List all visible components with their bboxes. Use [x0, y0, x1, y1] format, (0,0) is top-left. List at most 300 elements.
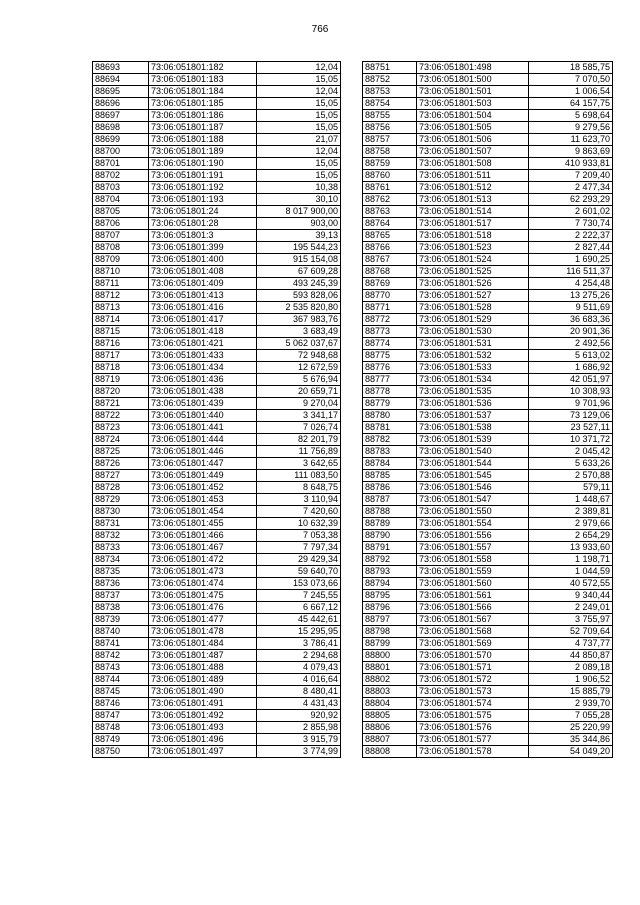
row-number-cell: 88807 [363, 734, 417, 746]
area-value-cell: 4 016,64 [257, 674, 341, 686]
row-number-cell: 88771 [363, 302, 417, 314]
cadastral-number-cell: 73:06:051801:535 [417, 386, 529, 398]
area-value-cell: 15,05 [257, 98, 341, 110]
row-number-cell: 88743 [93, 662, 149, 674]
area-value-cell: 5 613,02 [529, 350, 613, 362]
table-row [363, 242, 613, 254]
cadastral-number-cell: 73:06:051801:501 [417, 86, 529, 98]
cadastral-number-cell: 73:06:051801:568 [417, 626, 529, 638]
area-value-cell: 5 062 037,67 [257, 338, 341, 350]
table-row [93, 542, 341, 554]
row-number-cell: 88722 [93, 410, 149, 422]
area-value-cell: 12,04 [257, 62, 341, 74]
cadastral-number-cell: 73:06:051801:447 [149, 458, 257, 470]
registry-table-right [362, 61, 613, 758]
area-value-cell: 2 654,29 [529, 530, 613, 542]
cadastral-number-cell: 73:06:051801:433 [149, 350, 257, 362]
table-row [363, 710, 613, 722]
table-row [93, 242, 341, 254]
area-value-cell: 116 511,37 [529, 266, 613, 278]
row-number-cell: 88730 [93, 506, 149, 518]
area-value-cell: 21,07 [257, 134, 341, 146]
cadastral-number-cell: 73:06:051801:417 [149, 314, 257, 326]
table-row [363, 182, 613, 194]
table-row [363, 494, 613, 506]
table-row [93, 686, 341, 698]
area-value-cell: 13 275,26 [529, 290, 613, 302]
area-value-cell: 2 492,56 [529, 338, 613, 350]
table-row [363, 590, 613, 602]
area-value-cell: 67 609,28 [257, 266, 341, 278]
cadastral-number-cell: 73:06:051801:182 [149, 62, 257, 74]
area-value-cell: 1 006,54 [529, 86, 613, 98]
registry-table-right-body [363, 62, 613, 758]
row-number-cell: 88761 [363, 182, 417, 194]
cadastral-number-cell: 73:06:051801:531 [417, 338, 529, 350]
row-number-cell: 88777 [363, 374, 417, 386]
area-value-cell: 2 045,42 [529, 446, 613, 458]
table-row [363, 374, 613, 386]
cadastral-number-cell: 73:06:051801:490 [149, 686, 257, 698]
area-value-cell: 10 371,72 [529, 434, 613, 446]
area-value-cell: 6 667,12 [257, 602, 341, 614]
table-row [93, 626, 341, 638]
cadastral-number-cell: 73:06:051801:189 [149, 146, 257, 158]
row-number-cell: 88728 [93, 482, 149, 494]
row-number-cell: 88724 [93, 434, 149, 446]
row-number-cell: 88804 [363, 698, 417, 710]
cadastral-number-cell: 73:06:051801:184 [149, 86, 257, 98]
cadastral-number-cell: 73:06:051801:400 [149, 254, 257, 266]
cadastral-number-cell: 73:06:051801:513 [417, 194, 529, 206]
table-row [93, 62, 341, 74]
area-value-cell: 64 157,75 [529, 98, 613, 110]
table-row [93, 722, 341, 734]
cadastral-number-cell: 73:06:051801:24 [149, 206, 257, 218]
table-row [363, 170, 613, 182]
row-number-cell: 88695 [93, 86, 149, 98]
cadastral-number-cell: 73:06:051801:183 [149, 74, 257, 86]
row-number-cell: 88708 [93, 242, 149, 254]
cadastral-number-cell: 73:06:051801:191 [149, 170, 257, 182]
table-row [363, 326, 613, 338]
table-row [363, 134, 613, 146]
table-row [363, 698, 613, 710]
registry-table-left-body [93, 62, 341, 758]
row-number-cell: 88805 [363, 710, 417, 722]
cadastral-number-cell: 73:06:051801:449 [149, 470, 257, 482]
row-number-cell: 88780 [363, 410, 417, 422]
area-value-cell: 12,04 [257, 146, 341, 158]
cadastral-number-cell: 73:06:051801:544 [417, 458, 529, 470]
table-row [93, 458, 341, 470]
area-value-cell: 20 659,71 [257, 386, 341, 398]
area-value-cell: 920,92 [257, 710, 341, 722]
row-number-cell: 88778 [363, 386, 417, 398]
cadastral-number-cell: 73:06:051801:488 [149, 662, 257, 674]
cadastral-number-cell: 73:06:051801:193 [149, 194, 257, 206]
cadastral-number-cell: 73:06:051801:550 [417, 506, 529, 518]
cadastral-number-cell: 73:06:051801:497 [149, 746, 257, 758]
table-row [363, 254, 613, 266]
table-row [363, 74, 613, 86]
area-value-cell: 593 828,06 [257, 290, 341, 302]
table-row [93, 602, 341, 614]
area-value-cell: 52 709,64 [529, 626, 613, 638]
table-row [363, 530, 613, 542]
cadastral-number-cell: 73:06:051801:498 [417, 62, 529, 74]
table-row [363, 386, 613, 398]
table-row [93, 446, 341, 458]
area-value-cell: 7 053,38 [257, 530, 341, 542]
area-value-cell: 2 979,66 [529, 518, 613, 530]
cadastral-number-cell: 73:06:051801:441 [149, 422, 257, 434]
row-number-cell: 88798 [363, 626, 417, 638]
area-value-cell: 15,05 [257, 122, 341, 134]
table-row [363, 314, 613, 326]
table-row [93, 734, 341, 746]
row-number-cell: 88746 [93, 698, 149, 710]
cadastral-number-cell: 73:06:051801:557 [417, 542, 529, 554]
area-value-cell: 9 863,69 [529, 146, 613, 158]
row-number-cell: 88707 [93, 230, 149, 242]
cadastral-number-cell: 73:06:051801:186 [149, 110, 257, 122]
area-value-cell: 10 308,93 [529, 386, 613, 398]
cadastral-number-cell: 73:06:051801:444 [149, 434, 257, 446]
area-value-cell: 5 633,26 [529, 458, 613, 470]
cadastral-number-cell: 73:06:051801:188 [149, 134, 257, 146]
row-number-cell: 88742 [93, 650, 149, 662]
cadastral-number-cell: 73:06:051801:530 [417, 326, 529, 338]
cadastral-number-cell: 73:06:051801:573 [417, 686, 529, 698]
area-value-cell: 8 480,41 [257, 686, 341, 698]
area-value-cell: 12 672,59 [257, 362, 341, 374]
table-row [363, 566, 613, 578]
area-value-cell: 4 254,48 [529, 278, 613, 290]
area-value-cell: 15 885,79 [529, 686, 613, 698]
area-value-cell: 4 737,77 [529, 638, 613, 650]
table-row [93, 482, 341, 494]
row-number-cell: 88760 [363, 170, 417, 182]
row-number-cell: 88739 [93, 614, 149, 626]
cadastral-number-cell: 73:06:051801:511 [417, 170, 529, 182]
area-value-cell: 5 676,94 [257, 374, 341, 386]
area-value-cell: 72 948,68 [257, 350, 341, 362]
area-value-cell: 1 906,52 [529, 674, 613, 686]
cadastral-number-cell: 73:06:051801:561 [417, 590, 529, 602]
table-row [363, 482, 613, 494]
row-number-cell: 88755 [363, 110, 417, 122]
cadastral-number-cell: 73:06:051801:517 [417, 218, 529, 230]
area-value-cell: 2 222,37 [529, 230, 613, 242]
table-row [363, 218, 613, 230]
table-row [93, 566, 341, 578]
area-value-cell: 3 642,65 [257, 458, 341, 470]
row-number-cell: 88794 [363, 578, 417, 590]
table-row [93, 470, 341, 482]
page-number: 766 [311, 24, 329, 35]
cadastral-number-cell: 73:06:051801:512 [417, 182, 529, 194]
row-number-cell: 88787 [363, 494, 417, 506]
table-row [93, 122, 341, 134]
row-number-cell: 88799 [363, 638, 417, 650]
area-value-cell: 7 209,40 [529, 170, 613, 182]
area-value-cell: 7 420,60 [257, 506, 341, 518]
area-value-cell: 3 774,99 [257, 746, 341, 758]
table-row [93, 650, 341, 662]
row-number-cell: 88737 [93, 590, 149, 602]
row-number-cell: 88796 [363, 602, 417, 614]
cadastral-number-cell: 73:06:051801:523 [417, 242, 529, 254]
area-value-cell: 903,00 [257, 218, 341, 230]
table-row [93, 710, 341, 722]
row-number-cell: 88712 [93, 290, 149, 302]
table-row [363, 110, 613, 122]
table-row [363, 722, 613, 734]
area-value-cell: 15,05 [257, 110, 341, 122]
cadastral-number-cell: 73:06:051801:539 [417, 434, 529, 446]
cadastral-number-cell: 73:06:051801:575 [417, 710, 529, 722]
table-row [93, 590, 341, 602]
row-number-cell: 88723 [93, 422, 149, 434]
row-number-cell: 88752 [363, 74, 417, 86]
row-number-cell: 88711 [93, 278, 149, 290]
cadastral-number-cell: 73:06:051801:489 [149, 674, 257, 686]
area-value-cell: 2 570,88 [529, 470, 613, 482]
table-row [93, 578, 341, 590]
cadastral-number-cell: 73:06:051801:545 [417, 470, 529, 482]
cadastral-number-cell: 73:06:051801:533 [417, 362, 529, 374]
cadastral-number-cell: 73:06:051801:484 [149, 638, 257, 650]
table-row [93, 206, 341, 218]
cadastral-number-cell: 73:06:051801:408 [149, 266, 257, 278]
area-value-cell: 9 701,96 [529, 398, 613, 410]
row-number-cell: 88738 [93, 602, 149, 614]
cadastral-number-cell: 73:06:051801:500 [417, 74, 529, 86]
area-value-cell: 579,11 [529, 482, 613, 494]
cadastral-number-cell: 73:06:051801:190 [149, 158, 257, 170]
cadastral-number-cell: 73:06:051801:514 [417, 206, 529, 218]
table-row [93, 674, 341, 686]
cadastral-number-cell: 73:06:051801:508 [417, 158, 529, 170]
cadastral-number-cell: 73:06:051801:537 [417, 410, 529, 422]
registry-table-left [92, 61, 341, 758]
row-number-cell: 88762 [363, 194, 417, 206]
area-value-cell: 23 527,11 [529, 422, 613, 434]
cadastral-number-cell: 73:06:051801:409 [149, 278, 257, 290]
row-number-cell: 88727 [93, 470, 149, 482]
table-row [363, 194, 613, 206]
area-value-cell: 7 026,74 [257, 422, 341, 434]
area-value-cell: 2 294,68 [257, 650, 341, 662]
row-number-cell: 88803 [363, 686, 417, 698]
table-row [93, 278, 341, 290]
table-row [363, 674, 613, 686]
cadastral-number-cell: 73:06:051801:455 [149, 518, 257, 530]
cadastral-number-cell: 73:06:051801:570 [417, 650, 529, 662]
table-row [363, 686, 613, 698]
area-value-cell: 13 933,60 [529, 542, 613, 554]
row-number-cell: 88808 [363, 746, 417, 758]
area-value-cell: 62 293,29 [529, 194, 613, 206]
row-number-cell: 88763 [363, 206, 417, 218]
cadastral-number-cell: 73:06:051801:475 [149, 590, 257, 602]
row-number-cell: 88751 [363, 62, 417, 74]
area-value-cell: 39,13 [257, 230, 341, 242]
cadastral-number-cell: 73:06:051801:436 [149, 374, 257, 386]
area-value-cell: 5 698,64 [529, 110, 613, 122]
row-number-cell: 88770 [363, 290, 417, 302]
table-row [363, 614, 613, 626]
area-value-cell: 42 051,97 [529, 374, 613, 386]
cadastral-number-cell: 73:06:051801:476 [149, 602, 257, 614]
row-number-cell: 88733 [93, 542, 149, 554]
cadastral-number-cell: 73:06:051801:560 [417, 578, 529, 590]
table-row [93, 134, 341, 146]
cadastral-number-cell: 73:06:051801:528 [417, 302, 529, 314]
row-number-cell: 88706 [93, 218, 149, 230]
table-row [363, 446, 613, 458]
cadastral-number-cell: 73:06:051801:473 [149, 566, 257, 578]
table-row [363, 650, 613, 662]
area-value-cell: 2 477,34 [529, 182, 613, 194]
row-number-cell: 88719 [93, 374, 149, 386]
area-value-cell: 36 683,36 [529, 314, 613, 326]
area-value-cell: 20 901,36 [529, 326, 613, 338]
table-row [363, 302, 613, 314]
row-number-cell: 88703 [93, 182, 149, 194]
area-value-cell: 2 855,98 [257, 722, 341, 734]
area-value-cell: 9 279,56 [529, 122, 613, 134]
area-value-cell: 2 939,70 [529, 698, 613, 710]
row-number-cell: 88753 [363, 86, 417, 98]
cadastral-number-cell: 73:06:051801:526 [417, 278, 529, 290]
area-value-cell: 3 915,79 [257, 734, 341, 746]
row-number-cell: 88693 [93, 62, 149, 74]
table-row [93, 266, 341, 278]
table-row [363, 626, 613, 638]
row-number-cell: 88721 [93, 398, 149, 410]
cadastral-number-cell: 73:06:051801:454 [149, 506, 257, 518]
area-value-cell: 8 017 900,00 [257, 206, 341, 218]
row-number-cell: 88756 [363, 122, 417, 134]
area-value-cell: 7 055,28 [529, 710, 613, 722]
area-value-cell: 1 690,25 [529, 254, 613, 266]
area-value-cell: 153 073,66 [257, 578, 341, 590]
table-row [93, 86, 341, 98]
area-value-cell: 9 270,04 [257, 398, 341, 410]
table-row [93, 302, 341, 314]
area-value-cell: 7 797,34 [257, 542, 341, 554]
cadastral-number-cell: 73:06:051801:554 [417, 518, 529, 530]
row-number-cell: 88696 [93, 98, 149, 110]
area-value-cell: 18 585,75 [529, 62, 613, 74]
cadastral-number-cell: 73:06:051801:467 [149, 542, 257, 554]
row-number-cell: 88740 [93, 626, 149, 638]
cadastral-number-cell: 73:06:051801:576 [417, 722, 529, 734]
area-value-cell: 4 079,43 [257, 662, 341, 674]
row-number-cell: 88750 [93, 746, 149, 758]
area-value-cell: 1 448,67 [529, 494, 613, 506]
row-number-cell: 88767 [363, 254, 417, 266]
area-value-cell: 2 089,18 [529, 662, 613, 674]
table-row [93, 494, 341, 506]
area-value-cell: 73 129,06 [529, 410, 613, 422]
row-number-cell: 88783 [363, 446, 417, 458]
cadastral-number-cell: 73:06:051801:534 [417, 374, 529, 386]
area-value-cell: 30,10 [257, 194, 341, 206]
table-row [93, 218, 341, 230]
area-value-cell: 7 245,55 [257, 590, 341, 602]
area-value-cell: 367 983,76 [257, 314, 341, 326]
row-number-cell: 88757 [363, 134, 417, 146]
row-number-cell: 88697 [93, 110, 149, 122]
table-row [363, 122, 613, 134]
table-row [363, 470, 613, 482]
area-value-cell: 29 429,34 [257, 554, 341, 566]
table-row [363, 458, 613, 470]
table-row [93, 386, 341, 398]
table-row [363, 290, 613, 302]
table-row [93, 326, 341, 338]
table-row [93, 614, 341, 626]
row-number-cell: 88788 [363, 506, 417, 518]
area-value-cell: 2 827,44 [529, 242, 613, 254]
row-number-cell: 88764 [363, 218, 417, 230]
table-row [93, 158, 341, 170]
row-number-cell: 88758 [363, 146, 417, 158]
cadastral-number-cell: 73:06:051801:547 [417, 494, 529, 506]
table-row [93, 530, 341, 542]
cadastral-number-cell: 73:06:051801:421 [149, 338, 257, 350]
table-row [363, 734, 613, 746]
cadastral-number-cell: 73:06:051801:525 [417, 266, 529, 278]
area-value-cell: 1 044,59 [529, 566, 613, 578]
cadastral-number-cell: 73:06:051801:577 [417, 734, 529, 746]
cadastral-number-cell: 73:06:051801:28 [149, 218, 257, 230]
table-row [93, 398, 341, 410]
table-row [93, 350, 341, 362]
row-number-cell: 88754 [363, 98, 417, 110]
area-value-cell: 35 344,86 [529, 734, 613, 746]
cadastral-number-cell: 73:06:051801:416 [149, 302, 257, 314]
row-number-cell: 88772 [363, 314, 417, 326]
row-number-cell: 88732 [93, 530, 149, 542]
area-value-cell: 493 245,39 [257, 278, 341, 290]
row-number-cell: 88766 [363, 242, 417, 254]
row-number-cell: 88702 [93, 170, 149, 182]
table-row [93, 518, 341, 530]
table-row [93, 338, 341, 350]
cadastral-number-cell: 73:06:051801:546 [417, 482, 529, 494]
table-row [93, 362, 341, 374]
cadastral-number-cell: 73:06:051801:503 [417, 98, 529, 110]
table-row [93, 98, 341, 110]
row-number-cell: 88792 [363, 554, 417, 566]
row-number-cell: 88785 [363, 470, 417, 482]
cadastral-number-cell: 73:06:051801:559 [417, 566, 529, 578]
area-value-cell: 12,04 [257, 86, 341, 98]
row-number-cell: 88786 [363, 482, 417, 494]
row-number-cell: 88716 [93, 338, 149, 350]
area-value-cell: 15,05 [257, 74, 341, 86]
row-number-cell: 88781 [363, 422, 417, 434]
row-number-cell: 88698 [93, 122, 149, 134]
table-row [363, 338, 613, 350]
table-row [363, 554, 613, 566]
cadastral-number-cell: 73:06:051801:529 [417, 314, 529, 326]
area-value-cell: 195 544,23 [257, 242, 341, 254]
